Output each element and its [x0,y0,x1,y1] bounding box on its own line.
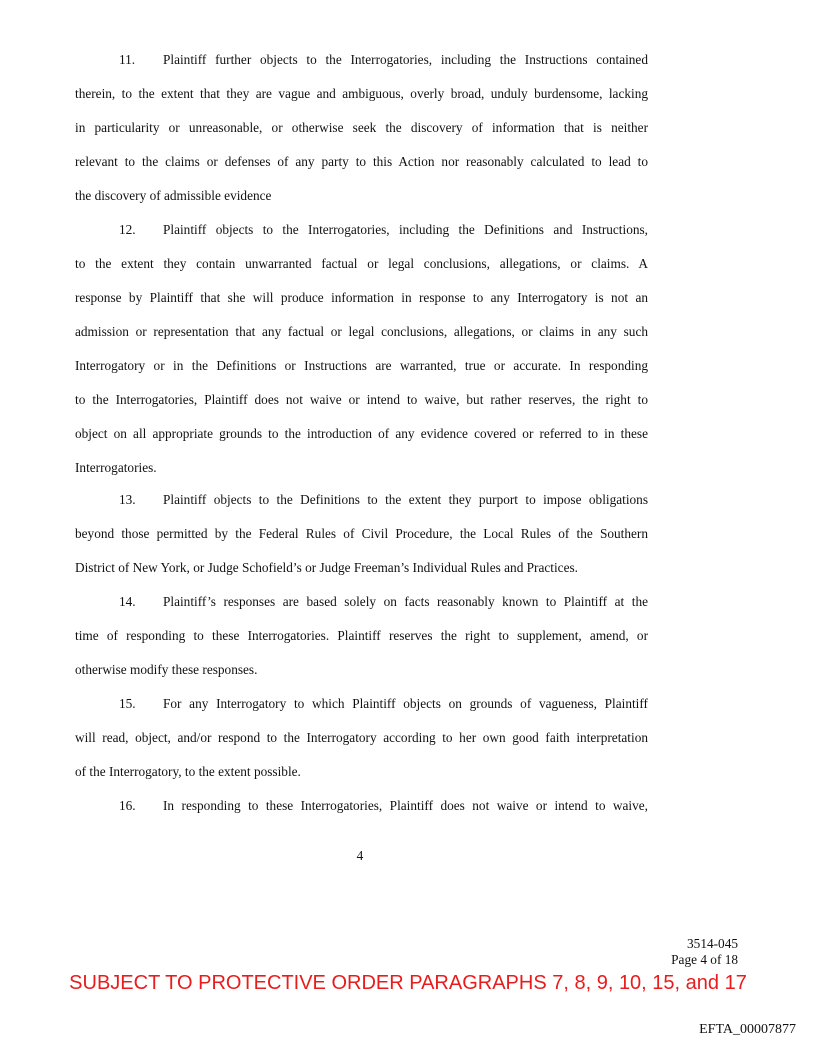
paragraph-text: Plaintiff further objects to the Interrogatories, including the Instructions contained [163,52,648,67]
page-of-total: Page 4 of 18 [671,952,738,967]
paragraph-number: 13. [119,492,136,507]
page-number: 4 [356,848,364,863]
paragraph-number: 15. [119,696,136,711]
paragraph-line: response by Plaintiff that she will produce information in response to any Interrogatory is not an [75,290,648,305]
paragraph-line: District of New York, or Judge Schofield’s or Judge Freeman’s Individual Rules and Practices. [75,560,578,575]
paragraph-first-line [75,220,648,240]
paragraph-number: 11. [119,52,136,67]
paragraph-line: object on all appropriate grounds to the introduction of any evidence covered or referred to in these [75,426,648,441]
paragraph-first-line [75,796,648,816]
protective-order-stamp: SUBJECT TO PROTECTIVE ORDER PARAGRAPHS 7, 8, 9, 10, 15, and 17 [69,972,747,994]
paragraph-line: will read, object, and/or respond to the Interrogatory according to her own good faith interpretation [75,730,648,745]
paragraph-line: Interrogatory or in the Definitions or Instructions are warranted, true or accurate. In responding [75,358,648,373]
document-code: 3514-045 [687,936,738,951]
paragraph-text: For any Interrogatory to which Plaintiff objects on grounds of vagueness, Plaintiff [163,696,648,711]
paragraph-line: admission or representation that any factual or legal conclusions, allegations, or claims in any such [75,324,648,339]
paragraph-first-line [75,694,648,714]
paragraph-text: Plaintiff objects to the Interrogatories, including the Definitions and Instructions, [163,222,648,237]
paragraph-line: relevant to the claims or defenses of any party to this Action nor reasonably calculated to lead to [75,154,648,169]
paragraph-first-line [75,592,648,612]
paragraph-line: of the Interrogatory, to the extent possible. [75,764,301,779]
paragraph-first-line [75,490,648,510]
paragraph-line: to the Interrogatories, Plaintiff does not waive or intend to waive, but rather reserves, the right to [75,392,648,407]
document-reference [671,936,738,968]
paragraph-line: otherwise modify these responses. [75,662,258,677]
paragraph-line: in particularity or unreasonable, or otherwise seek the discovery of information that is neither [75,120,648,135]
paragraph-number: 16. [119,798,136,813]
bates-number: EFTA_00007877 [699,1022,796,1037]
paragraph-line: beyond those permitted by the Federal Rules of Civil Procedure, the Local Rules of the Southern [75,526,648,541]
paragraph-line: Interrogatories. [75,460,157,475]
paragraph-line: the discovery of admissible evidence [75,188,272,203]
paragraph-number: 14. [119,594,136,609]
paragraph-first-line [75,50,648,70]
paragraph-line: therein, to the extent that they are vague and ambiguous, overly broad, unduly burdensome, lacking [75,86,648,101]
paragraph-number: 12. [119,222,136,237]
paragraph-line: to the extent they contain unwarranted factual or legal conclusions, allegations, or claims. A [75,256,648,271]
paragraph-text: Plaintiff objects to the Definitions to the extent they purport to impose obligations [163,492,648,507]
paragraph-line: time of responding to these Interrogatories. Plaintiff reserves the right to supplement, amend, or [75,628,648,643]
paragraph-text: Plaintiff’s responses are based solely on facts reasonably known to Plaintiff at the [163,594,648,609]
paragraph-text: In responding to these Interrogatories, Plaintiff does not waive or intend to waive, [163,798,648,813]
